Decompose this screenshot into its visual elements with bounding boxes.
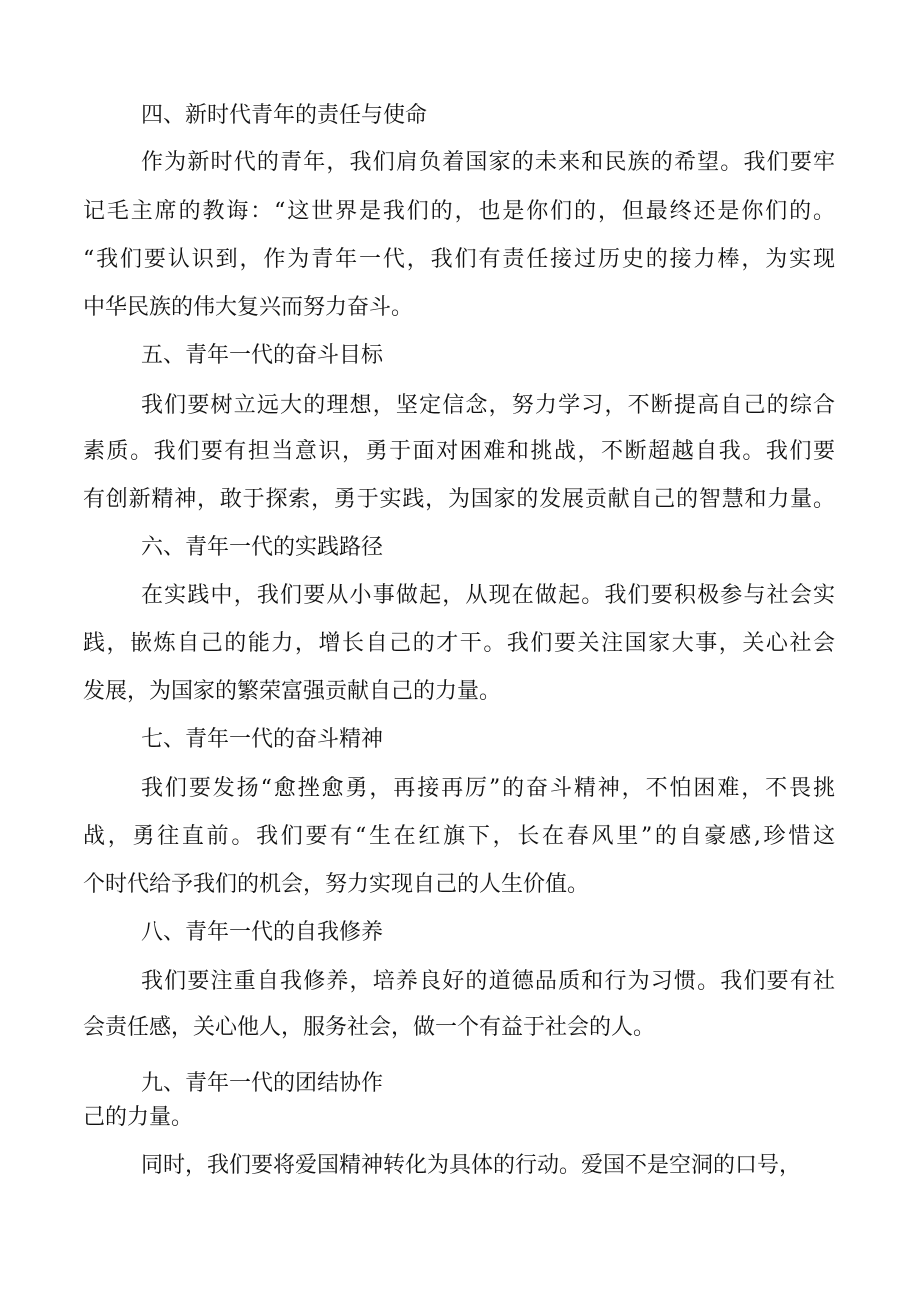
section-heading: 六、青年一代的实践路径 — [141, 535, 384, 560]
section-heading: 七、青年一代的奋斗精神 — [141, 727, 384, 752]
paragraph-line: 发展，为国家的繁荣富强贡献自己的力量。 — [83, 679, 502, 704]
paragraph-line: 践，嵌炼自己的能力，增长自己的才干。我们要关注国家大事，关心社会 — [83, 631, 835, 656]
paragraph-line: 记毛主席的教诲：“这世界是我们的，也是你们的，但最终还是你们的。 — [83, 199, 835, 224]
paragraph-line: 战，勇往直前。我们要有“生在红旗下，长在春风里”的自豪感,珍惜这 — [83, 824, 835, 849]
paragraph-line: 中华民族的伟大复兴而努力奋斗。 — [83, 295, 414, 320]
paragraph-line: “我们要认识到，作为青年一代，我们有责任接过历史的接力棒，为实现 — [83, 247, 835, 272]
paragraph-line: 同时，我们要将爱国精神转化为具体的行动。爱国不是空洞的口号， — [141, 1153, 802, 1178]
section-heading: 九、青年一代的团结协作 — [141, 1071, 384, 1096]
paragraph-line: 作为新时代的青年，我们肩负着国家的未来和民族的希望。我们要牢 — [141, 150, 835, 175]
paragraph-line: 我们要注重自我修养，培养良好的道德品质和行为习惯。我们要有社 — [141, 969, 835, 994]
paragraph-line: 会责任感，关心他人，服务社会，做一个有益于社会的人。 — [83, 1015, 656, 1040]
paragraph-line: 有创新精神，敢于探索，勇于实践，为国家的发展贡献自己的智慧和力量。 — [83, 487, 835, 512]
paragraph-line: 个时代给予我们的机会，努力实现自己的人生价值。 — [83, 872, 590, 897]
section-heading: 四、新时代青年的责任与使命 — [141, 103, 428, 128]
paragraph-line: 素质。我们要有担当意识，勇于面对困难和挑战，不断超越自我。我们要 — [83, 439, 835, 464]
paragraph-line: 我们要树立远大的理想，坚定信念，努力学习，不断提高自己的综合 — [141, 393, 835, 418]
paragraph-line: 己的力量。 — [83, 1105, 194, 1130]
paragraph-line: 在实践中，我们要从小事做起，从现在做起。我们要积极参与社会实 — [141, 583, 835, 608]
paragraph-line: 我们要发扬“愈挫愈勇，再接再厉”的奋斗精神，不怕困难，不畏挑 — [141, 776, 835, 801]
section-heading: 八、青年一代的自我修养 — [141, 920, 384, 945]
section-heading: 五、青年一代的奋斗目标 — [141, 343, 384, 368]
